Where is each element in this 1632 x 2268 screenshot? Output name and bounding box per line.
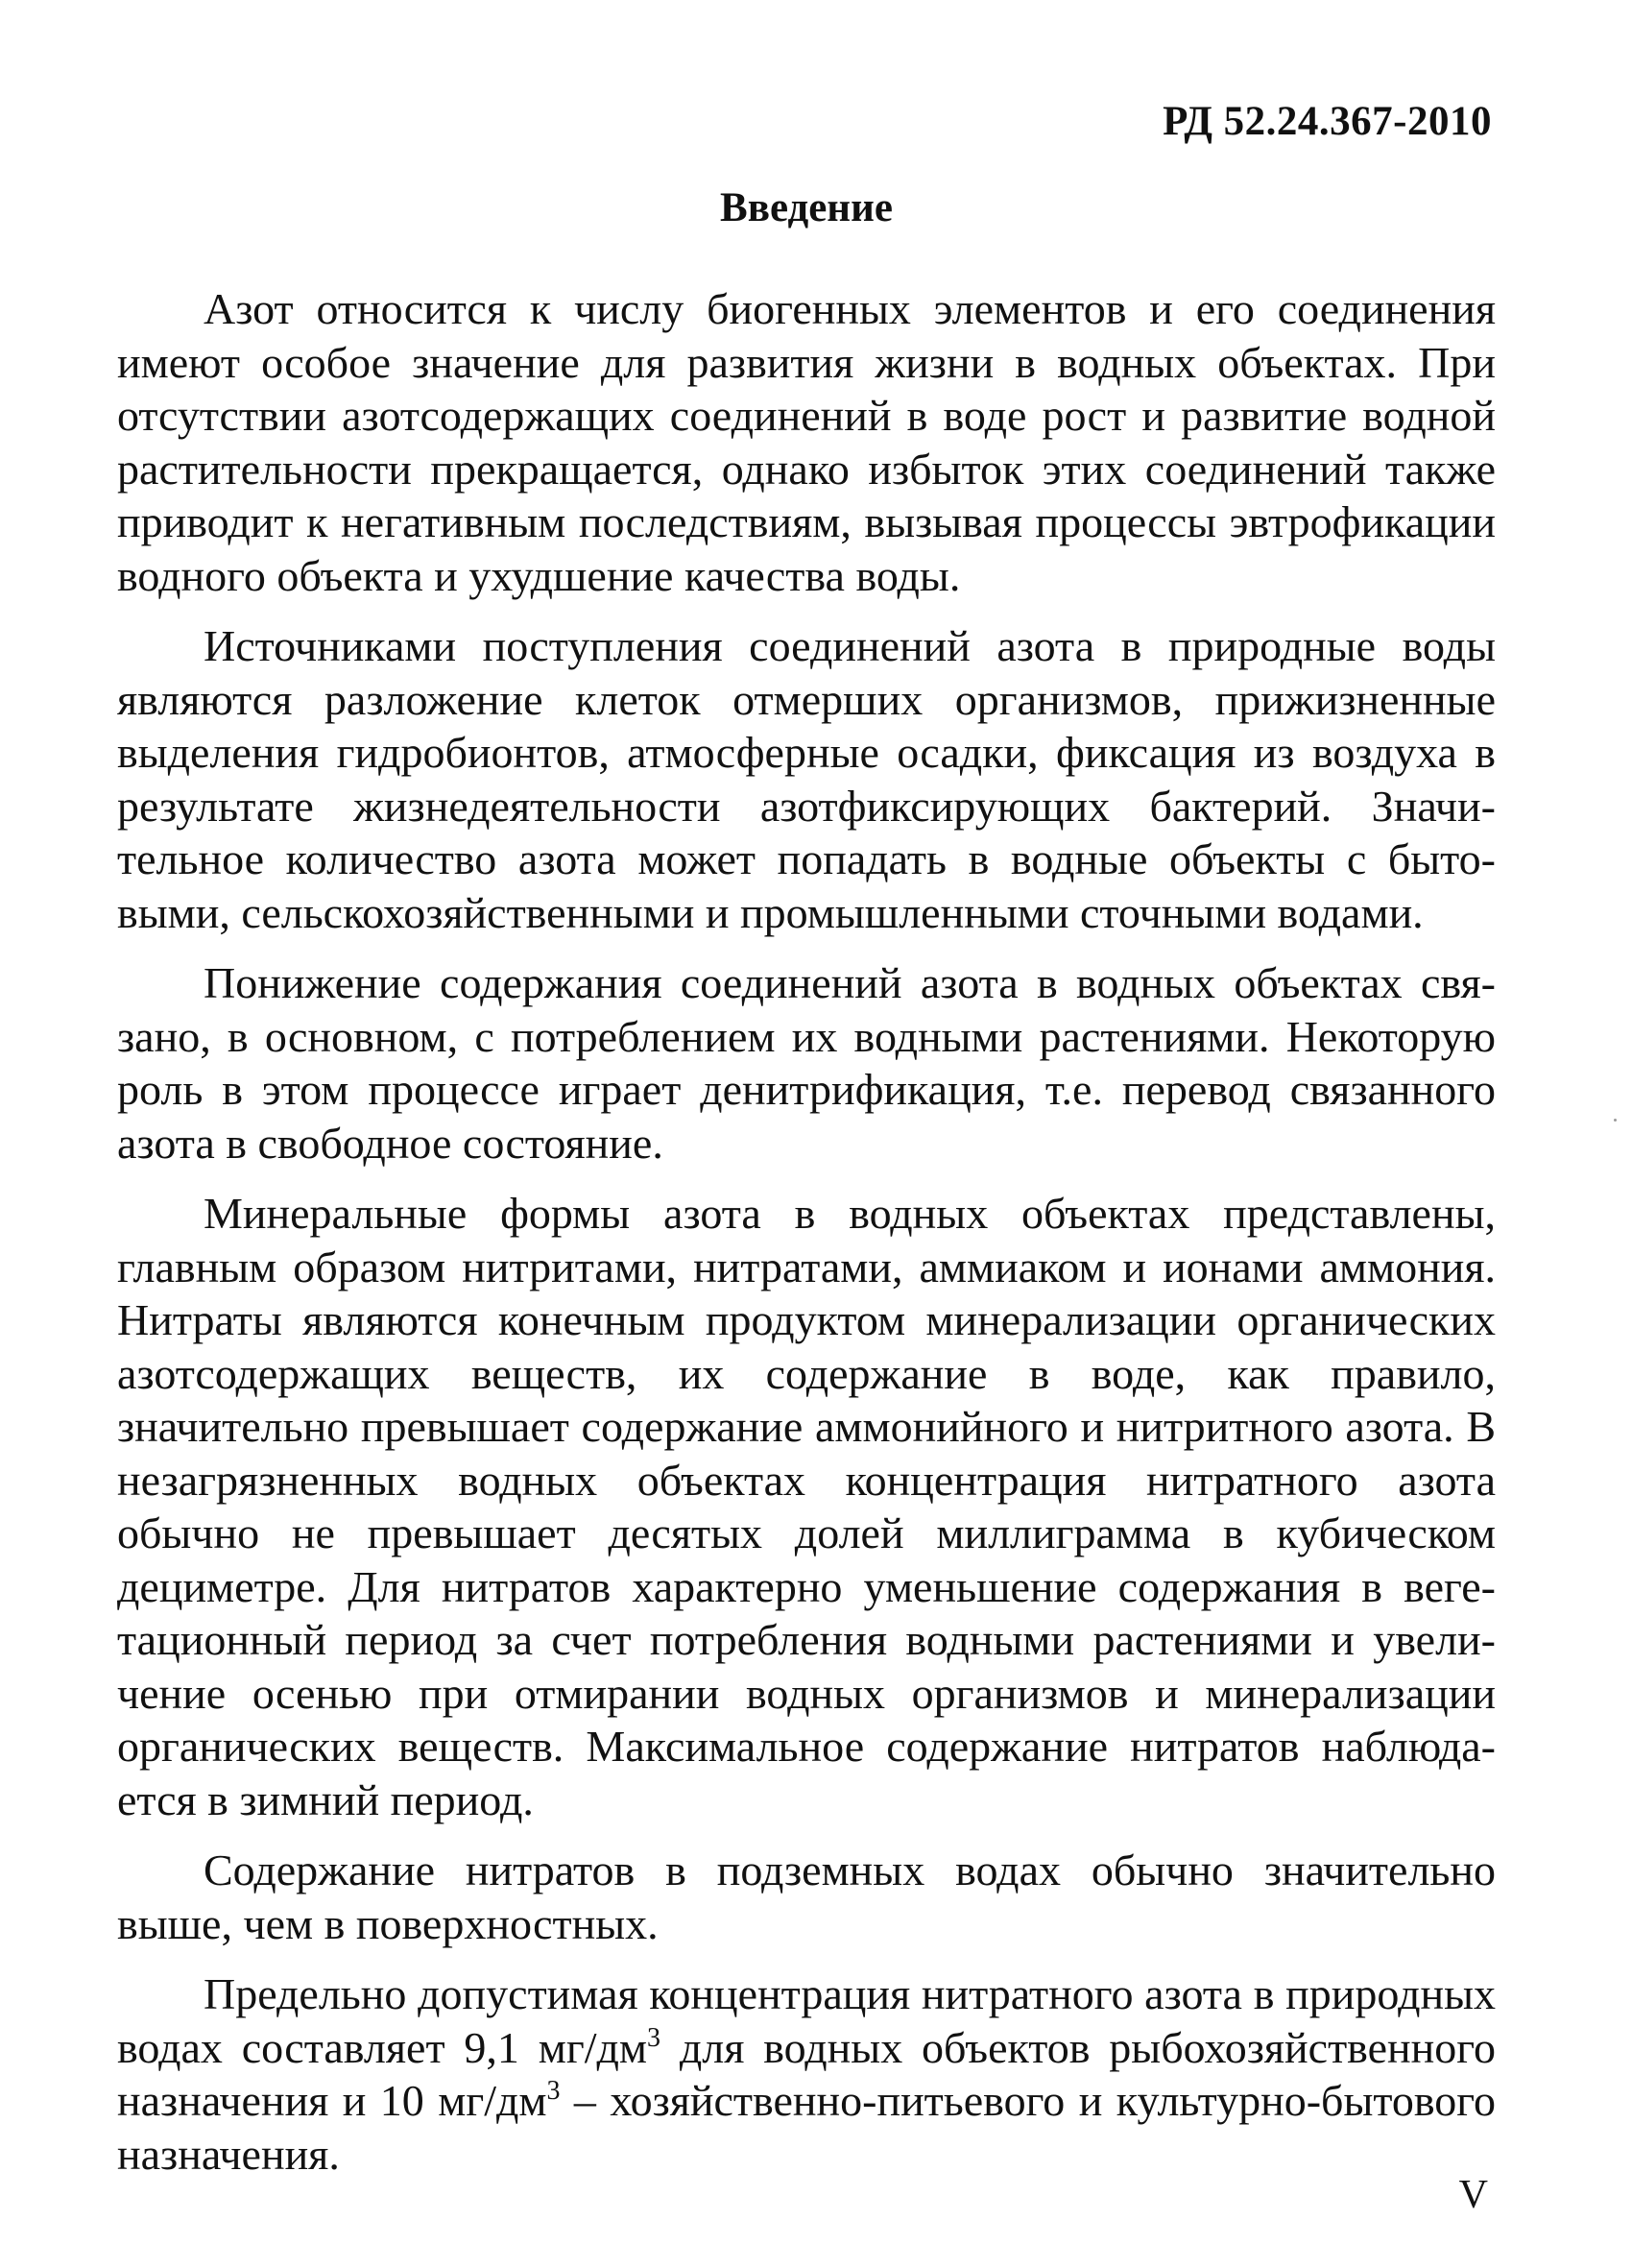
paragraph: Азот относится к числу биогенных элементов и его соединения имеют особое значение для развития жизни в водных объектах. При отсутствии азотсодержащих соединений в воде рост и развитие водной растительности прекращается, однако избыток этих соединений также приводит к негативным последствиям, вызывая процессы эвтрофикации водного объекта и ухудшение качества воды.: [117, 284, 1496, 600]
body-text: [117, 282, 1496, 2181]
paragraph: Понижение содержания соединений азота в водных объектах связано, в основном, с потреблением их водными растениями. Некоторую роль в этом процессе играет денитрификация, т.е. перевод связанного азота в свободное состояние.: [117, 958, 1496, 1168]
superscript-exponent: 3: [647, 2022, 660, 2053]
mpc-text-part-2: для водных объектов рыбохозяйственного назначения и 10 мг/дм: [117, 2022, 1496, 2125]
paragraph: Минеральные формы азота в водных объектах представлены, главным образом нитритами, нитратами, аммиаком и ионами аммония. Нитраты являются конечным продуктом минерализации органических азотсодержащих веществ, их содержание в воде, как правило, значительно превышает содержание аммонийного и нитритного азота. В незагрязненных водных объектах концентрация нитратного азота обычно не превышает десятых долей миллиграмма в кубическом дециметре. Для нитратов характерно уменьшение содержания в вегетационный период за счет потребления водными растениями и увеличение осенью при отмирании водных организмов и минерализации органических веществ. Максимальное содержание нитратов наблюдается в зимний период.: [117, 1189, 1496, 1824]
superscript-exponent: 3: [546, 2076, 561, 2106]
paragraph: Источниками поступления соединений азота в природные воды являются разложение клеток отмерших организмов, прижизненные выделения гидробионтов, атмосферные осадки, фиксация из воздуха в результате жизнедеятельности азотфиксирующих бактерий. Значительное количество азота может попадать в водные объекты с бытовыми, сельскохозяйственными и промышленными сточными водами.: [117, 621, 1496, 937]
document-code: РД 52.24.367-2010: [1163, 99, 1492, 144]
scan-artifact-dot: [1614, 1119, 1617, 1122]
paragraph: Содержание нитратов в подземных водах обычно значительно выше, чем в поверхностных.: [117, 1846, 1496, 1948]
section-heading: Введение: [720, 185, 893, 230]
mpc-text-part-3: – хозяйственно-питьевого и культурно-бытового назначения.: [117, 2076, 1496, 2179]
mpc-text-part-1: Предельно допустимая концентрация нитратного азота в природных водах составляет 9,1 мг/дм: [117, 1969, 1496, 2072]
page-number: V: [1458, 2173, 1488, 2217]
paragraph-mpc: [117, 1967, 1496, 2181]
